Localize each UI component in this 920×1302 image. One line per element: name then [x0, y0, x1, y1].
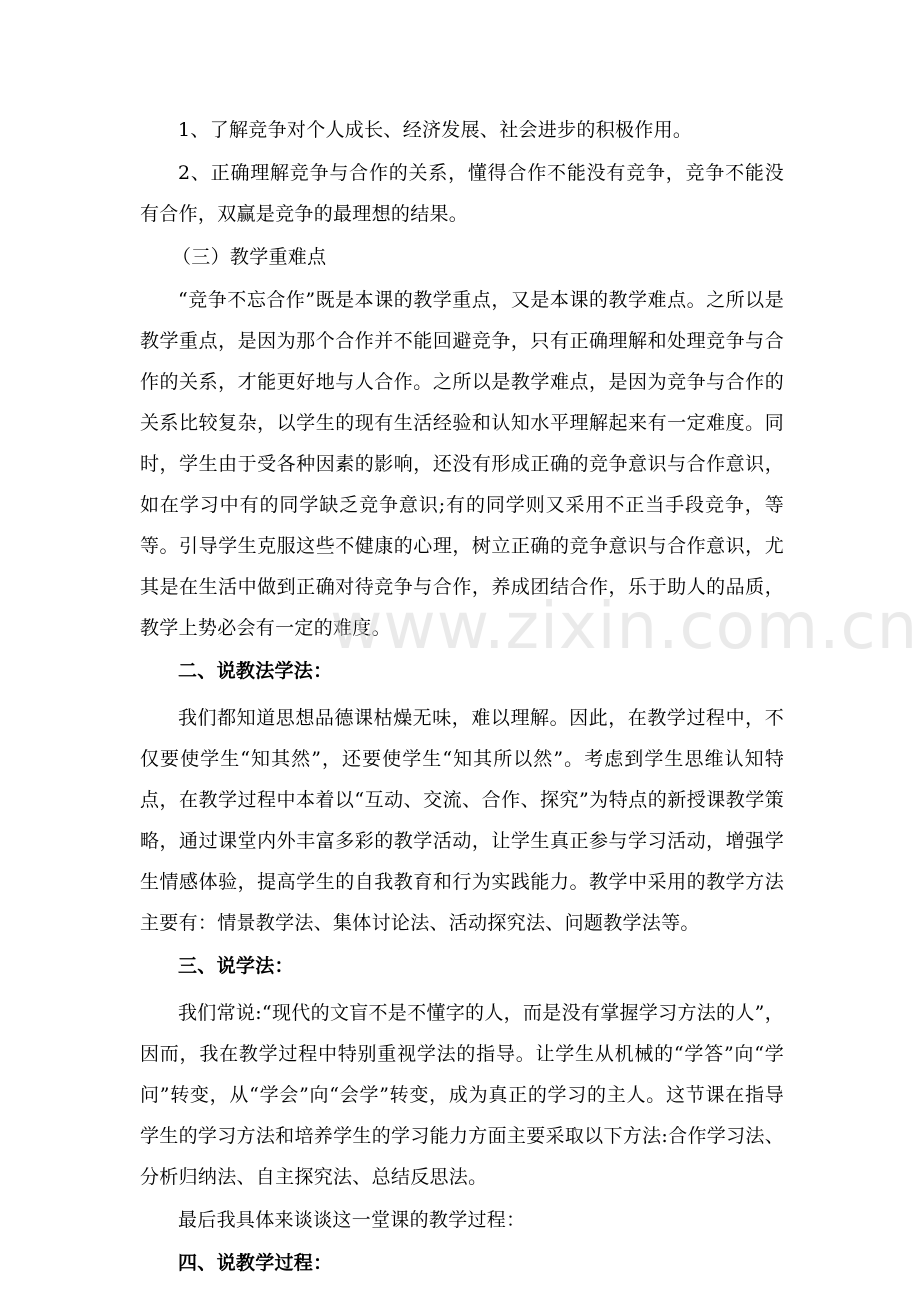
section-3-heading: 三、说学法：: [178, 955, 294, 977]
teaching-methods-paragraph: 我们都知道思想品德课枯燥无味，难以理解。因此，在教学过程中，不仅要使学生“知其然”，还要使学生“知其所以然”。考虑到学生思维认知特点，在教学过程中本着以“互动、交流、合作、探究”为特点的新授课教学策略，通过课堂内外丰富多彩的教学活动，让学生真正参与学习活动，增强学生情感体验，提高学生的自我教育和行为实践能力。教学中采用的教学方法主要有：情景教学法、集体讨论法、活动探究法、问题教学法等。: [140, 707, 784, 934]
watermark-text: www.zixin.com.cn: [330, 590, 919, 664]
section-4-heading: 四、说教学过程：: [178, 1252, 333, 1274]
transition-paragraph: 最后我具体来谈谈这一堂课的教学过程：: [178, 1209, 526, 1231]
section-2-heading: 二、说教法学法：: [178, 660, 333, 682]
section-key-difficult-points-title: （三）教学重难点: [172, 246, 327, 268]
document-content: [140, 110, 784, 1290]
learning-methods-paragraph: 我们常说:“现代的文盲不是不懂字的人，而是没有掌握学习方法的人”，因而，我在教学过程中特别重视学法的指导。让学生从机械的“学答”向“学问”转变，从“学会”向“会学”转变，成为真正的学习的主人。这节课在指导学生的学习方法和培养学生的学习能力方面主要采取以下方法:合作学习法、分析归纳法、自主探究法、总结反思法。: [140, 1002, 784, 1188]
objective-1: 1、了解竞争对个人成长、经济发展、社会进步的积极作用。: [178, 119, 693, 141]
key-difficult-points-paragraph: “竞争不忘合作”既是本课的教学重点，又是本课的教学难点。之所以是教学重点，是因为那个合作并不能回避竞争，只有正确理解和处理竞争与合作的关系，才能更好地与人合作。之所以是教学难点，是因为竞争与合作的关系比较复杂，以学生的现有生活经验和认知水平理解起来有一定难度。同时，学生由于受各种因素的影响，还没有形成正确的竞争意识与合作意识，如在学习中有的同学缺乏竞争意识;有的同学则又采用不正当手段竞争，等等。引导学生克服这些不健康的心理，树立正确的竞争意识与合作意识，尤其是在生活中做到正确对待竞争与合作，养成团结合作，乐于助人的品质，教学上势必会有一定的难度。: [140, 289, 784, 639]
objective-2: 2、正确理解竞争与合作的关系，懂得合作不能没有竞争，竞争不能没有合作，双赢是竞争的最理想的结果。: [140, 162, 784, 225]
